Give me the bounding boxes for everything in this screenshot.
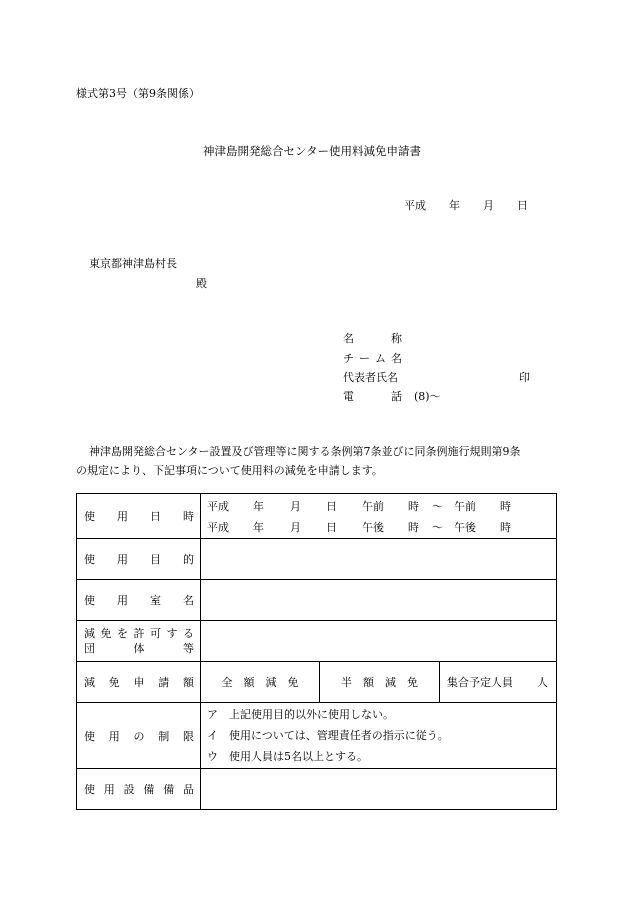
organization-field[interactable] [201,621,557,662]
body-text-line1: 神津島開発総合センター設置及び管理等に関する条例第7条並びに同条例施行規則第9条 [89,445,521,458]
form-number: 様式第3号（第9条関係） [76,87,200,100]
date-year: 年 [449,199,460,212]
date-month: 月 [483,199,494,212]
attendees-label: 集合予定人員 [447,676,513,689]
date-day: 日 [517,199,528,212]
usage-datetime-field[interactable] [201,494,557,539]
seal-mark: 印 [519,371,530,384]
row-reduction [77,662,557,703]
usage-datetime-label: 使 用 日 時 [77,494,201,539]
room-label: 使 用 室 名 [77,580,201,621]
equipment-label: 使 用 設 備 備 品 [77,769,201,810]
restriction-item: ウ 使用人員は5名以上とする。 [207,750,368,763]
row-organization [77,621,557,662]
purpose-label: 使 用 目 的 [77,539,201,580]
attendees-unit: 人 [537,676,549,689]
row-purpose [77,539,557,580]
restrictions-list [201,703,557,769]
body-text-line2: の規定により、下記事項について使用料の減免を申請します。 [76,464,383,477]
half-reduction-option[interactable]: 半 額 減 免 [320,662,440,703]
application-date [404,197,528,213]
addressee-name: 東京都神津島村長 [89,257,177,270]
addressee-honorific: 殿 [196,277,207,290]
application-form-table [76,493,557,810]
equipment-field[interactable] [201,769,557,810]
row-equipment [77,769,557,810]
reduction-label: 減 免 申 請 額 [77,662,201,703]
usage-datetime-row-pm: 平成 年 月 日 午後 時 〜 午後 時 [207,520,511,534]
restriction-item: イ 使用については、管理責任者の指示に従う。 [207,729,449,742]
applicant-phone-label: 電 話 [343,390,402,403]
row-restrictions [77,703,557,769]
applicant-name-label: 名 称 [343,332,402,345]
date-era: 平成 [404,199,426,212]
usage-datetime-row-am: 平成 年 月 日 午前 時 〜 午前 時 [207,499,511,513]
applicant-phone-prefix: (8)〜 [414,390,441,403]
applicant-rep-label: 代表者氏名 [343,371,398,384]
row-room [77,580,557,621]
page-title: 神津島開発総合センター使用料減免申請書 [203,144,422,158]
row-usage-datetime [77,494,557,539]
restrictions-label: 使 用 の 制 限 [77,703,201,769]
expected-attendees-field[interactable] [440,662,557,703]
organization-label: 減 免 を 許 可 す る 団 体 等 [77,621,201,662]
restriction-item: ア 上記使用目的以外に使用しない。 [207,708,394,721]
full-reduction-option[interactable]: 全 額 減 免 [201,662,320,703]
room-field[interactable] [201,580,557,621]
purpose-field[interactable] [201,539,557,580]
applicant-team-label: チ ー ム 名 [343,352,402,365]
